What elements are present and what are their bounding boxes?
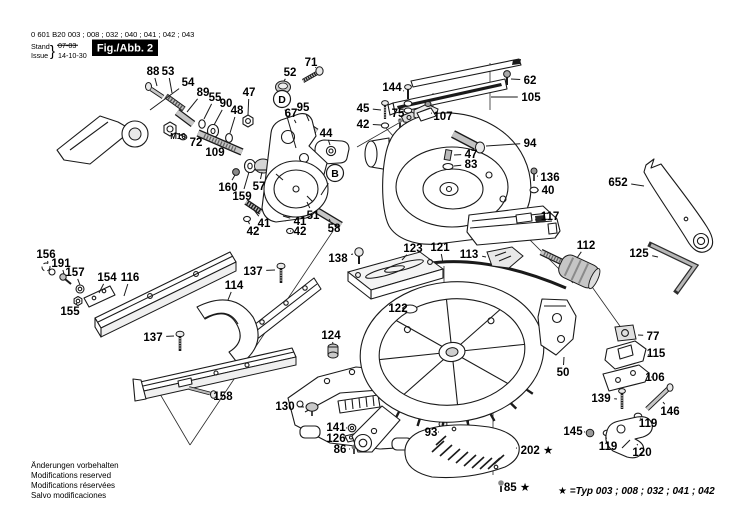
part-number-label: 146 — [660, 406, 680, 418]
part-number-label: 95 — [296, 102, 310, 114]
part-number-label: 42 — [356, 119, 370, 131]
screw-136 — [531, 168, 537, 174]
part-number-label: 77 — [646, 331, 660, 343]
part-number-label: 157 — [65, 267, 85, 279]
callout-145 — [563, 426, 585, 438]
plate-154 — [84, 286, 115, 307]
footer-notes — [31, 461, 715, 500]
blade-housing — [365, 108, 560, 245]
part-number-label: 41 — [257, 218, 271, 230]
callout-106 — [645, 372, 664, 384]
note-de: Änderungen vorbehalten — [31, 461, 119, 470]
callout-93 — [425, 427, 439, 439]
square-nut-77 — [615, 325, 636, 341]
nut-155 — [74, 297, 82, 306]
part-number-label: 123 — [403, 243, 423, 255]
nut-47b — [444, 150, 452, 161]
leader-line — [155, 78, 157, 86]
callout-137 — [243, 266, 275, 278]
leader-line — [248, 99, 249, 115]
wedge-113 — [487, 247, 523, 268]
brace: } — [50, 43, 56, 60]
part-number-label: 156 — [36, 249, 56, 261]
nut-47 — [243, 115, 253, 127]
curved-chute-114 — [197, 300, 258, 365]
issue-label: Issue — [31, 51, 49, 60]
stand-label: Stand — [31, 42, 50, 51]
note-en: Modifications reserved — [31, 471, 112, 480]
callout-45 — [357, 103, 381, 115]
part-number-label: 119 — [598, 441, 618, 453]
leader-line — [214, 110, 222, 125]
callout-62 — [511, 75, 536, 87]
callout-119 — [639, 418, 658, 430]
callout-113 — [460, 249, 486, 261]
callout-114 — [225, 280, 244, 300]
part-number-label: 93 — [424, 427, 438, 439]
screw-138 — [355, 248, 363, 256]
washer-55 — [199, 120, 205, 128]
callout-158 — [210, 391, 233, 403]
callout-122 — [388, 303, 407, 315]
part-number-label: 58 — [327, 223, 341, 235]
part-number-label: 47 — [242, 87, 256, 99]
note-fr: Modifications réservées — [31, 481, 116, 490]
plate-106 — [603, 365, 649, 391]
screw-144 — [405, 85, 412, 90]
part-number-label: 159 — [232, 191, 252, 203]
leader-line — [652, 256, 658, 257]
leader-line — [577, 252, 581, 258]
screw-45 — [382, 101, 389, 106]
base-wing-50 — [538, 299, 576, 355]
part-number-label: 72 — [189, 137, 203, 149]
part-number-label: 62 — [523, 75, 537, 87]
leader-line — [373, 109, 381, 110]
part-number-label: 53 — [161, 66, 175, 78]
leader-line — [232, 175, 235, 180]
callout-48 — [230, 105, 244, 133]
callout-109 — [205, 145, 224, 159]
part-number-label: 51 — [306, 210, 320, 222]
part-number-label: 89 — [196, 87, 210, 99]
title-block — [31, 30, 194, 60]
bolt-137b — [176, 331, 184, 337]
callout-53 — [162, 66, 175, 93]
callout-89 — [187, 87, 209, 112]
callout-124 — [321, 330, 341, 344]
part-number-label: 116 — [120, 272, 140, 284]
part-number-label: 52 — [283, 67, 297, 79]
right-base-wing — [538, 299, 576, 355]
part-number-label: 42 — [246, 226, 260, 238]
part-number-label: 57 — [252, 181, 266, 193]
callout-144 — [382, 82, 404, 94]
part-number-label: 85 ★ — [503, 482, 531, 494]
washer-157 — [76, 285, 84, 293]
part-number-label: 137 — [143, 332, 163, 344]
callout-121 — [430, 242, 450, 263]
part-number-label: 124 — [321, 330, 341, 342]
part-number-label: 117 — [540, 211, 560, 223]
part-number-label: 126 — [326, 433, 346, 445]
part-number-label: 109 — [205, 147, 225, 159]
part-number-label: 105 — [521, 92, 541, 104]
part-number-label: 145 — [563, 426, 583, 438]
part-number-label: 50 — [556, 367, 570, 379]
callout-137 — [143, 332, 174, 344]
part-number-label: 112 — [576, 240, 596, 252]
chip-deflector-cover — [405, 425, 519, 492]
part-number-label: 86 — [333, 444, 347, 456]
leader-line — [124, 284, 128, 296]
part-number-label: 54 — [181, 77, 195, 89]
callout-652 — [608, 177, 644, 189]
part-number-label: 119 — [638, 418, 658, 430]
leader-line — [228, 292, 231, 300]
part-number-label: 45 — [356, 103, 370, 115]
depth-stop-bracket-cluster — [586, 325, 673, 458]
part-number-label: 41 — [293, 216, 307, 228]
part-number-label: 122 — [388, 303, 408, 315]
part-number-label: 106 — [645, 372, 665, 384]
bracket-115 — [605, 341, 646, 369]
callout-71 — [305, 57, 318, 69]
screw-62 — [504, 71, 511, 78]
callout-105 — [491, 92, 541, 104]
leader-line — [511, 79, 520, 80]
foot-cap-130 — [306, 403, 318, 411]
part-number-label: 40 — [541, 185, 555, 197]
part-number-label: 67 — [284, 108, 298, 120]
part-number-label: 55 — [208, 92, 222, 104]
part-number-label: 121 — [430, 242, 450, 254]
cover-202 — [405, 425, 519, 478]
fig-label: Fig./Abb. 2 — [96, 42, 154, 55]
callout-155 — [60, 303, 80, 318]
fence-bar-116 — [95, 252, 236, 328]
part-number-label: 154 — [97, 272, 117, 284]
clamp-lever-54 — [57, 116, 132, 164]
housing-boss — [365, 141, 377, 167]
leader-line — [351, 254, 353, 255]
callout-120 — [632, 444, 651, 459]
leader-line — [204, 104, 212, 119]
spindle-wrench — [644, 159, 713, 252]
callout-50 — [557, 357, 570, 379]
part-number-label: 94 — [523, 138, 537, 150]
leader-line — [373, 125, 381, 126]
annotation-m10: M10 — [170, 132, 186, 141]
callout-42 — [357, 119, 381, 131]
part-number-label: 158 — [213, 391, 233, 403]
callout-85 — [504, 482, 530, 494]
callout-47 — [243, 87, 256, 115]
part-number-label: 155 — [60, 306, 80, 318]
leader-line — [284, 79, 285, 81]
leader-line — [631, 184, 644, 186]
callout-107 — [431, 111, 453, 123]
part-number-label: 107 — [433, 111, 453, 123]
part-number-label: 160 — [218, 182, 238, 194]
washer-42 — [244, 216, 251, 221]
part-number-label: 136 — [540, 172, 560, 184]
part-number-label: 48 — [230, 105, 244, 117]
part-number-label: 90 — [219, 98, 233, 110]
leader-line — [535, 220, 537, 221]
part-number-label: 130 — [275, 401, 295, 413]
leader-line — [637, 444, 638, 445]
letter-label: B — [331, 167, 339, 180]
callout-139 — [591, 393, 617, 405]
leader-line — [244, 172, 249, 189]
washer-42c — [381, 123, 388, 128]
part-number-label: 83 — [464, 159, 478, 171]
part-number-label: 141 — [326, 422, 346, 434]
callout-146 — [660, 402, 679, 418]
part-number-label: 44 — [319, 128, 333, 140]
leader-line — [169, 78, 172, 93]
leader-line — [230, 117, 235, 133]
screw-88 — [146, 83, 152, 91]
callout-138 — [328, 253, 353, 265]
callout-116 — [121, 272, 140, 296]
part-number-label: 139 — [591, 393, 611, 405]
part-number-label: 138 — [328, 253, 348, 265]
callout-40 — [538, 185, 554, 197]
part-number-label: 47 — [464, 149, 478, 161]
part-number-label: 191 — [51, 258, 71, 270]
bevel-lock-knob — [541, 252, 603, 291]
callout-115 — [647, 348, 666, 360]
screw-139 — [619, 389, 626, 394]
hex-key — [651, 245, 695, 291]
washer-159 — [245, 160, 256, 173]
leader-line — [482, 256, 486, 257]
callout-77 — [638, 331, 659, 343]
washer-141 — [348, 424, 356, 432]
leader-line — [663, 402, 665, 404]
callout-57 — [253, 172, 266, 193]
leader-line — [187, 99, 198, 112]
part-number-label: 137 — [243, 266, 263, 278]
part-number-label: 115 — [646, 348, 666, 360]
part-number-label: 120 — [632, 447, 652, 459]
letter-label: D — [278, 93, 286, 106]
nut-160 — [233, 169, 240, 176]
leader-line — [219, 145, 220, 146]
part-number-label: 42 — [293, 226, 307, 238]
callout-202 — [516, 445, 553, 457]
washer-40 — [530, 187, 538, 193]
leader-line — [78, 279, 80, 285]
part-number-label: 88 — [146, 66, 160, 78]
type-numbers: 0 601 B20 003 ; 008 ; 032 ; 040 ; 041 ; 042 ; 043 — [31, 30, 195, 39]
part-number-label: 113 — [459, 249, 479, 261]
part-number-label: 114 — [224, 280, 244, 292]
part-number-label: 71 — [304, 57, 318, 69]
star-type-note: ★ =Typ 003 ; 008 ; 032 ; 041 ; 042 — [558, 486, 715, 497]
washer-83 — [443, 164, 453, 170]
washer-145 — [586, 429, 594, 437]
issue-value: 14-10-30 — [58, 51, 87, 60]
callout-112 — [577, 240, 596, 258]
part-number-label: 202 ★ — [520, 445, 554, 457]
washer-48 — [226, 134, 233, 143]
clip-156 — [42, 263, 50, 271]
callout-86 — [334, 444, 350, 456]
part-number-label: 125 — [629, 248, 649, 260]
part-number-label: 144 — [382, 82, 402, 94]
callout-75 — [392, 108, 405, 120]
part-number-label: 652 — [608, 177, 628, 189]
bolt-137a — [277, 263, 285, 269]
callout-52 — [284, 67, 297, 81]
callout-136 — [537, 172, 560, 184]
note-es: Salvo modificaciones — [31, 491, 107, 500]
leader-line — [564, 357, 565, 365]
stand-value: 07-03 — [58, 41, 77, 50]
part-number-label: 75 — [391, 108, 405, 120]
callout-125 — [629, 248, 658, 260]
